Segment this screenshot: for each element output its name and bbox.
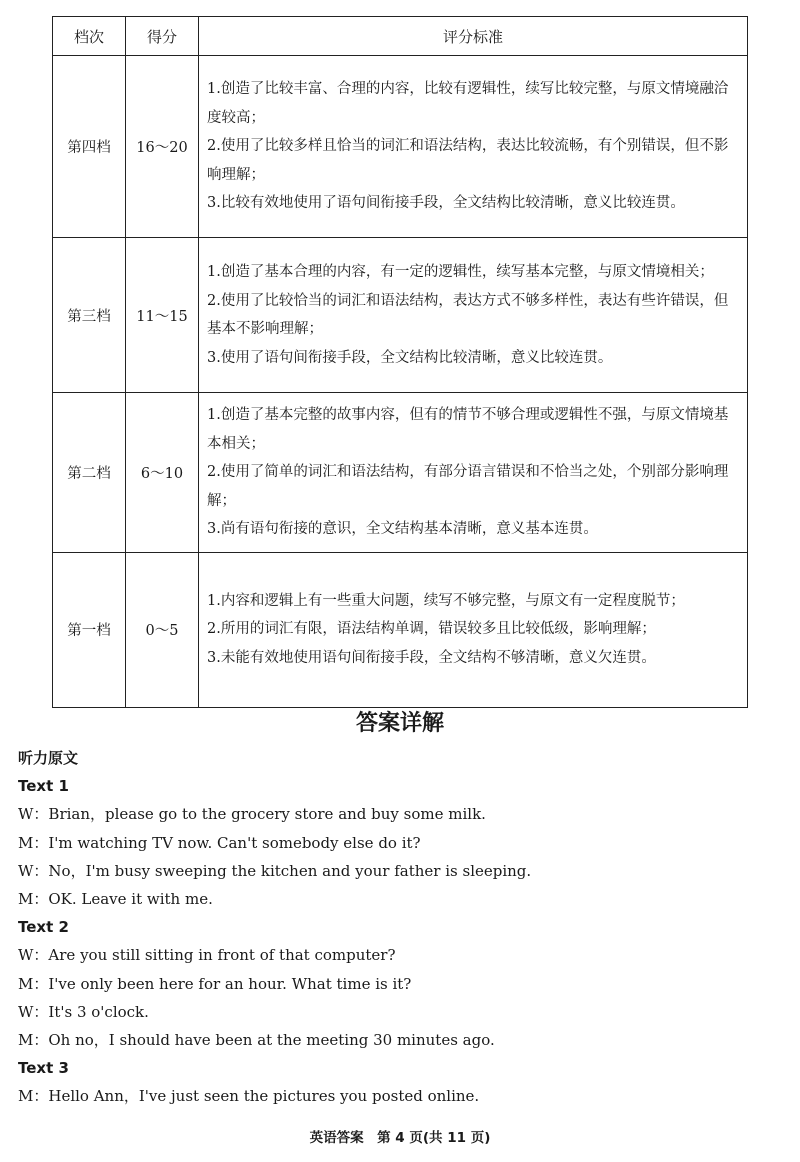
text-title: Text 1: [18, 777, 69, 796]
page-footer: 英语答案 第 4 页(共 11 页): [309, 1130, 491, 1146]
column-header-criteria: 评分标准: [199, 17, 748, 56]
listening-transcript: [18, 744, 778, 1110]
criteria-cell: [199, 238, 748, 393]
criteria-item: 2.使用了简单的词汇和语法结构，有部分语言错误和不恰当之处，个别部分影响理解；: [207, 464, 729, 509]
criteria-cell: [199, 552, 748, 707]
criteria-item: 2.所用的词汇有限，语法结构单调，错误较多且比较低级，影响理解；: [207, 621, 656, 638]
criteria-item: 1.内容和逻辑上有一些重大问题，续写不够完整，与原文有一定程度脱节；: [207, 592, 685, 609]
dialogue-line: W：Are you still sitting in front of that computer?: [18, 946, 396, 965]
section-title: 答案详解: [355, 710, 444, 736]
level-cell: 第四档: [53, 56, 126, 238]
criteria-cell: [199, 393, 748, 553]
dialogue-line: M：Oh no，I should have been at the meeting 30 minutes ago.: [18, 1030, 495, 1049]
criteria-item: 1.创造了基本完整的故事内容，但有的情节不够合理或逻辑性不强，与原文情境基本相关；: [207, 407, 729, 452]
dialogue-line: W：Brian，please go to the grocery store and buy some milk.: [18, 805, 486, 824]
dialogue-line: W：No，I'm busy sweeping the kitchen and your father is sleeping.: [18, 861, 532, 880]
score-cell: 11～15: [126, 238, 199, 393]
criteria-item: 1.创造了比较丰富、合理的内容，比较有逻辑性，续写比较完整，与原文情境融洽度较高；: [207, 81, 729, 126]
dialogue-line: W：It's 3 o'clock.: [18, 1002, 149, 1021]
table-header-row: [53, 17, 748, 56]
text-title: Text 2: [18, 918, 69, 937]
criteria-item: 3.未能有效地使用语句间衔接手段，全文结构不够清晰，意义欠连贯。: [207, 649, 656, 666]
level-cell: 第三档: [53, 238, 126, 393]
criteria-item: 3.尚有语句衔接的意识，全文结构基本清晰，意义基本连贯。: [207, 521, 598, 537]
table-row: [53, 552, 748, 707]
dialogue-line: M：I've only been here for an hour. What time is it?: [18, 974, 412, 993]
criteria-item: 2.使用了比较恰当的词汇和语法结构，表达方式不够多样性，表达有些许错误，但基本不影响理解；: [207, 292, 729, 337]
dialogue-line: M：I'm watching TV now. Can't somebody else do it?: [18, 833, 421, 852]
transcript-heading: 听力原文: [18, 749, 79, 767]
criteria-item: 1.创造了基本合理的内容，有一定的逻辑性，续写基本完整，与原文情境相关；: [207, 264, 714, 280]
dialogue-line: M：OK. Leave it with me.: [18, 889, 213, 908]
level-cell: 第二档: [53, 393, 126, 553]
dialogue-line: M：Hello Ann，I've just seen the pictures you posted online.: [18, 1087, 480, 1106]
scoring-rubric-table: [52, 16, 748, 708]
criteria-cell: [199, 56, 748, 238]
score-cell: 0～5: [126, 552, 199, 707]
table-row: [53, 56, 748, 238]
score-cell: 16～20: [126, 56, 199, 238]
column-header-score: 得分: [126, 17, 199, 56]
table-row: [53, 393, 748, 553]
level-cell: 第一档: [53, 552, 126, 707]
criteria-item: 3.比较有效地使用了语句间衔接手段，全文结构比较清晰，意义比较连贯。: [207, 195, 685, 212]
column-header-level: 档次: [53, 17, 126, 56]
text-title: Text 3: [18, 1059, 69, 1078]
criteria-item: 2.使用了比较多样且恰当的词汇和语法结构，表达比较流畅，有个别错误，但不影响理解；: [207, 138, 729, 183]
criteria-item: 3.使用了语句间衔接手段，全文结构比较清晰，意义比较连贯。: [207, 349, 613, 366]
table-row: [53, 238, 748, 393]
score-cell: 6～10: [126, 393, 199, 553]
